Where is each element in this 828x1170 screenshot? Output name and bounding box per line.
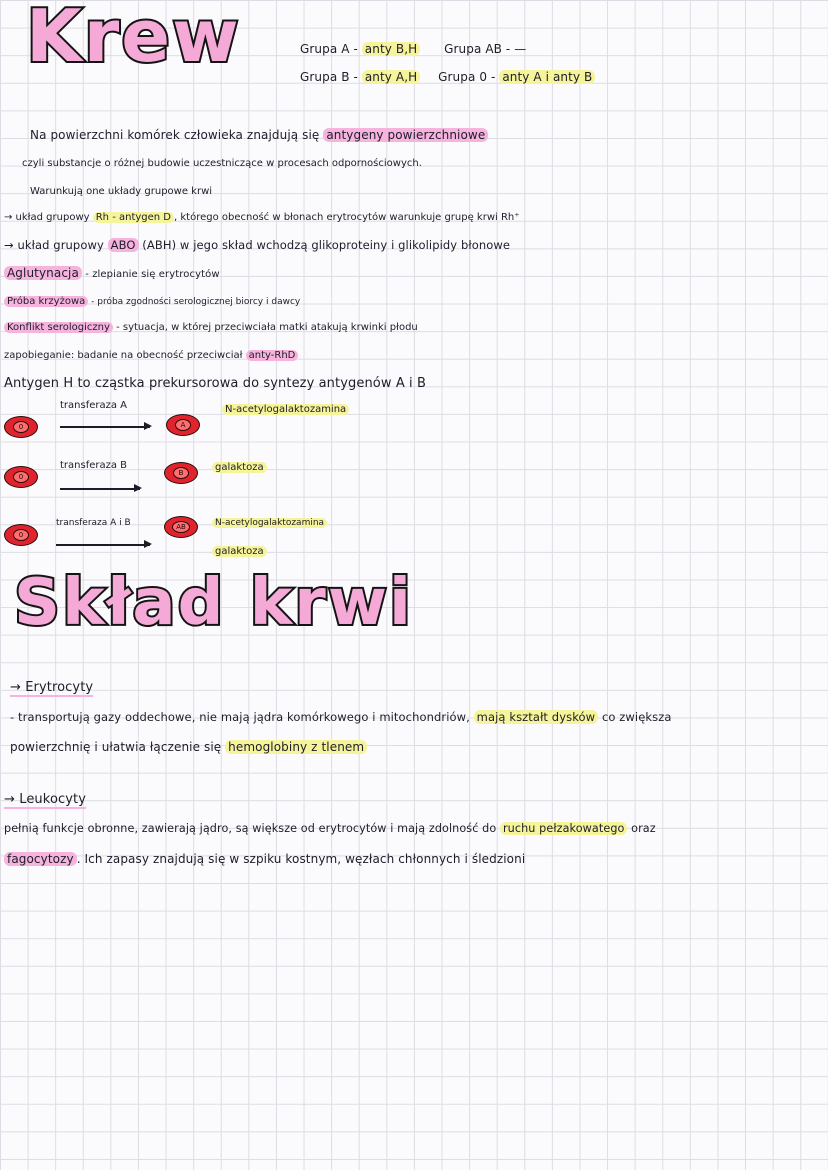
cell-core-label: AB (172, 521, 190, 533)
zapobieganie-text: zapobieganie: badanie na obecność przeciwciał (4, 350, 246, 361)
product-ab-2-text: galaktoza (212, 546, 267, 557)
cell-core-label: A (175, 419, 191, 431)
product-ab-1 (212, 518, 327, 528)
blood-groups-line-1 (300, 42, 526, 56)
product-b-text: galaktoza (212, 462, 267, 473)
group-0-antibodies: anty A i anty B (499, 70, 595, 84)
erytrocyty-heading: → Erytrocyty (10, 680, 94, 695)
leukocyty-line-2 (4, 852, 525, 866)
section-title: Skład krwi (14, 566, 413, 640)
product-ab-1-text: N-acetylogalaktozamina (212, 518, 327, 528)
group-b-label: Grupa B - (300, 70, 362, 84)
group-a-antibodies: anty B,H (362, 42, 420, 56)
leukocyty-text-1: pełnią funkcje obronne, zawierają jądro, są większe od erytrocytów i mają zdolność do (4, 822, 500, 835)
erythrocyte-a (166, 414, 200, 436)
intro-line-2: czyli substancje o różnej budowie uczestniczące w procesach odpornościowych. (22, 158, 422, 169)
erythrocyte-0-a (4, 416, 38, 438)
bullet-rh-text: , którego obecność w błonach erytrocytów warunkuje grupę krwi Rh⁺ (174, 212, 520, 223)
cell-core-label: 0 (13, 529, 29, 541)
erythrocyte-ab (164, 516, 198, 538)
product-b (212, 462, 267, 473)
bullet-abo-text: (ABH) w jego skład wchodzą glikoproteiny i glikolipidy błonowe (138, 238, 511, 252)
group-b-antibodies: anty A,H (362, 70, 420, 84)
highlight-fagocytoza: fagocytozy (4, 852, 77, 866)
def-aglutynacja-text: - zlepianie się erytrocytów (81, 269, 220, 280)
erytrocyty-text-2: co zwiększa (598, 710, 672, 724)
def-proba-text: - próba zgodności serologicznej biorcy i dawcy (88, 297, 301, 307)
group-a-label: Grupa A - (300, 42, 362, 56)
highlight-anty-rhd: anty-RhD (246, 350, 299, 361)
def-aglutynacja (4, 266, 220, 280)
group-ab-antibodies: — (514, 42, 527, 56)
leukocyty-text-3: . Ich zapasy znajdują się w szpiku kostnym, węzłach chłonnych i śledzioni (76, 852, 526, 866)
term-konflikt: Konflikt serologiczny (4, 322, 113, 333)
arrow-right-icon (60, 488, 140, 490)
erytrocyty-line-1 (10, 710, 672, 724)
enzyme-a: transferaza A (60, 400, 128, 411)
cell-core-label: 0 (13, 421, 29, 433)
arrow-right-icon (60, 426, 150, 428)
leukocyty-line-1 (4, 822, 656, 835)
group-ab-label: Grupa AB - (444, 42, 515, 56)
highlight-antygeny: antygeny powierzchniowe (323, 128, 488, 142)
group-0-label: Grupa 0 - (438, 70, 500, 84)
leukocyty-text-2: oraz (627, 822, 656, 835)
erytrocyty-text-3: powierzchnię i ułatwia łączenie się (10, 740, 226, 754)
erythrocyte-0-ab (4, 524, 38, 546)
highlight-ruch: ruchu pełzakowatego (500, 822, 628, 835)
highlight-rh: Rh - antygen D (93, 212, 174, 223)
bullet-rh (4, 212, 520, 223)
def-konflikt (4, 322, 418, 333)
intro-text: Na powierzchni komórek człowieka znajdują się (30, 128, 324, 142)
arrow-right-icon (56, 544, 150, 546)
cell-core-label: 0 (13, 471, 29, 483)
bullet-abo (4, 238, 510, 252)
antygen-h-line: Antygen H to cząstka prekursorowa do syntezy antygenów A i B (4, 376, 427, 391)
def-zapobieganie (4, 350, 298, 361)
enzyme-ab: transferaza A i B (56, 518, 131, 528)
leukocyty-heading: → Leukocyty (4, 792, 87, 807)
highlight-abo: ABO (108, 238, 139, 252)
enzyme-b: transferaza B (60, 460, 128, 471)
highlight-dyski: mają kształt dysków (474, 710, 599, 724)
term-proba-krzyzowa: Próba krzyżowa (4, 296, 88, 307)
cell-core-label: B (173, 467, 189, 479)
erytrocyty-text-1: - transportują gazy oddechowe, nie mają jądra komórkowego i mitochondriów, (10, 710, 474, 724)
bullet-abo-prefix: → układ grupowy (4, 238, 108, 252)
highlight-hemoglobina: hemoglobiny z tlenem (225, 740, 367, 754)
product-a (222, 404, 349, 415)
def-proba (4, 296, 300, 307)
erythrocyte-b (164, 462, 198, 484)
term-aglutynacja: Aglutynacja (4, 266, 82, 280)
bullet-rh-prefix: → układ grupowy (4, 212, 93, 223)
intro-line-1 (30, 128, 488, 142)
intro-line-3: Warunkują one układy grupowe krwi (30, 186, 213, 197)
product-ab-2 (212, 546, 267, 557)
erytrocyty-line-2 (10, 740, 367, 754)
product-a-text: N-acetylogalaktozamina (222, 404, 349, 415)
erythrocyte-0-b (4, 466, 38, 488)
blood-groups-line-2 (300, 70, 595, 84)
page-title: Krew (26, 0, 241, 78)
def-konflikt-text: - sytuacja, w której przeciwciała matki atakują krwinki płodu (112, 322, 418, 333)
